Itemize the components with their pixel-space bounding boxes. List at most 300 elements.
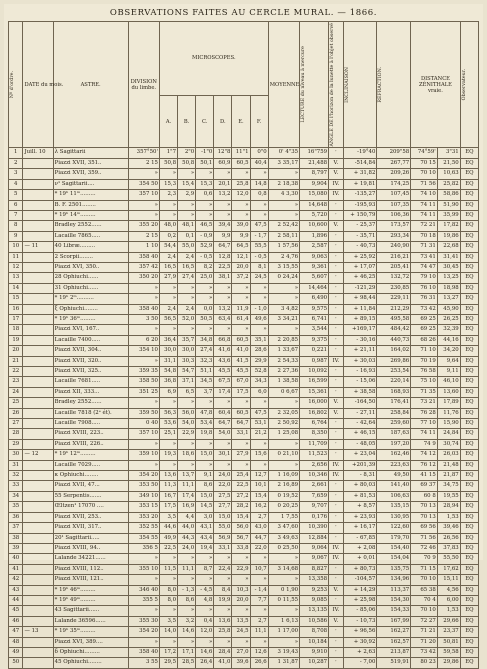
cell-date — [23, 210, 53, 220]
cell-distance-sec: 55,50 — [437, 554, 460, 564]
cell-distance-sec: 22,68 — [437, 242, 460, 252]
cell-astre: Lalande 36596...... — [53, 616, 128, 626]
cell-lecture: 9,085 — [300, 595, 329, 605]
cell-astre: Piazzi XVII, 320.. — [53, 356, 128, 366]
cell-division: 356 5 — [128, 543, 159, 553]
cell-observateur: EQ — [460, 356, 478, 366]
cell-observateur: EQ — [460, 595, 478, 605]
cell-ordre: 18 — [9, 325, 23, 335]
cell-mic-f: 12,7 — [250, 471, 268, 481]
cell-refraction: 135,15 — [377, 502, 411, 512]
cell-moyenne: 0 6,67 — [268, 387, 299, 397]
cell-mic-a: » — [159, 200, 177, 210]
table-row — [9, 408, 479, 418]
cell-refraction: 130,95 — [377, 512, 411, 522]
cell-mic-a: 2,4 — [159, 252, 177, 262]
cell-mic-b: 30,3 — [178, 356, 196, 366]
cell-mic-a: 17,2 — [159, 647, 177, 657]
cell-mic-a: 19,3 — [159, 450, 177, 460]
cell-moyenne: » — [268, 637, 299, 647]
cell-mic-f: 2,7 — [250, 616, 268, 626]
cell-angle: · — [329, 450, 343, 460]
cell-mic-e: 12,0 — [232, 190, 250, 200]
cell-observateur: EQ — [460, 210, 478, 220]
cell-division: 2 15 — [128, 158, 159, 168]
cell-mic-c: 32,3 — [196, 356, 214, 366]
cell-date — [23, 304, 53, 314]
cell-division: 358 40 — [128, 647, 159, 657]
cell-distance-sec: 24,84 — [437, 429, 460, 439]
cell-lecture: 9,067 — [300, 554, 329, 564]
cell-inclinaison: - 42,64 — [343, 419, 377, 429]
cell-inclinaison: + 2,08 — [343, 543, 377, 553]
cell-distance-sec: 1,53 — [437, 512, 460, 522]
table-row — [9, 221, 479, 231]
cell-moyenne: 2 27,36 — [268, 367, 299, 377]
cell-distance-deg: 71 15 — [411, 564, 438, 574]
cell-mic-b: » — [178, 283, 196, 293]
cell-mic-e: 20,0 — [232, 262, 250, 272]
cell-date — [23, 335, 53, 345]
cell-inclinaison: +169,17 — [343, 325, 377, 335]
header-distance: DISTANCE ZÉNITHALE vraie. — [411, 22, 461, 148]
cell-division: 357 10 — [128, 429, 159, 439]
cell-angle: · — [329, 367, 343, 377]
cell-mic-e: » — [232, 398, 250, 408]
cell-refraction: 205,41 — [377, 262, 411, 272]
header-lecture: LECTURE du niveau à mercure — [300, 22, 329, 148]
cell-astre: 2 Scorpii........ — [53, 252, 128, 262]
cell-moyenne: 1 16,09 — [268, 471, 299, 481]
cell-mic-e: 25,4 — [232, 471, 250, 481]
cell-inclinaison: + 150,79 — [343, 210, 377, 220]
cell-astre: * 19ʰ 2ᵐ.......... — [53, 294, 128, 304]
cell-distance-deg: 69 37 — [411, 481, 438, 491]
cell-inclinaison: -19°40 — [343, 148, 377, 158]
cell-mic-e: 24,5 — [232, 627, 250, 637]
cell-mic-c: 4,8 — [196, 595, 214, 605]
cell-mic-a: 3,5 — [159, 616, 177, 626]
cell-astre: Piazzi XVII, 359.. — [53, 169, 128, 179]
cell-angle: · — [329, 231, 343, 241]
cell-ordre: 33 — [9, 481, 23, 491]
cell-mic-d: » — [214, 169, 232, 179]
cell-date — [23, 158, 53, 168]
cell-mic-e: 11,9 — [232, 304, 250, 314]
cell-date — [23, 585, 53, 595]
cell-division: » — [128, 200, 159, 210]
cell-distance-deg: 70 10 — [411, 575, 438, 585]
cell-mic-d: 55,0 — [214, 523, 232, 533]
table-row — [9, 491, 479, 501]
cell-mic-d: 41,6 — [214, 346, 232, 356]
cell-moyenne: » — [268, 398, 299, 408]
cell-mic-e: 60,5 — [232, 335, 250, 345]
cell-distance-sec: 45,90 — [437, 304, 460, 314]
table-row — [9, 429, 479, 439]
cell-lecture: 16,000 — [300, 398, 329, 408]
cell-angle: · — [329, 314, 343, 324]
cell-distance-deg: 73 42 — [411, 647, 438, 657]
cell-division: 355 5 — [128, 595, 159, 605]
cell-mic-d: » — [214, 606, 232, 616]
cell-refraction: 122,60 — [377, 523, 411, 533]
cell-observateur: EQ — [460, 314, 478, 324]
cell-ordre: 20 — [9, 346, 23, 356]
cell-mic-f: 28,6 — [250, 346, 268, 356]
cell-division: 349 10 — [128, 491, 159, 501]
cell-date: Juill. 10 — [23, 148, 53, 158]
cell-mic-c: 53,4 — [196, 419, 214, 429]
cell-refraction: 162,27 — [377, 627, 411, 637]
cell-mic-c: 52,9 — [196, 242, 214, 252]
cell-distance-deg: 71 10 — [411, 346, 438, 356]
cell-mic-a: » — [159, 575, 177, 585]
cell-refraction: 173,57 — [377, 221, 411, 231]
cell-refraction: 107,35 — [377, 200, 411, 210]
cell-mic-a: 11,3 — [159, 481, 177, 491]
cell-division: » — [128, 283, 159, 293]
cell-date — [23, 439, 53, 449]
cell-distance-deg: 65 38 — [411, 585, 438, 595]
cell-ordre: 16 — [9, 304, 23, 314]
cell-date: — 12 — [23, 450, 53, 460]
cell-angle: · — [329, 304, 343, 314]
cell-distance-deg: 71 56 — [411, 179, 438, 189]
cell-date — [23, 408, 53, 418]
cell-mic-a: 31,1 — [159, 356, 177, 366]
cell-division: 357 10 — [128, 190, 159, 200]
cell-mic-a: 56,5 — [159, 314, 177, 324]
cell-angle: · — [329, 637, 343, 647]
cell-mic-d: » — [214, 575, 232, 585]
cell-mic-b: 24,0 — [178, 543, 196, 553]
cell-refraction: 197,20 — [377, 439, 411, 449]
cell-mic-f: 0"0 — [250, 148, 268, 158]
cell-mic-a: 49,9 — [159, 533, 177, 543]
cell-mic-f: 47,5 — [250, 408, 268, 418]
table-row — [9, 283, 479, 293]
cell-angle: · — [329, 647, 343, 657]
cell-inclinaison: + 0,01 — [343, 554, 377, 564]
cell-observateur: EQ — [460, 491, 478, 501]
cell-mic-e: 27,2 — [232, 491, 250, 501]
cell-mic-c: 9,1 — [196, 471, 214, 481]
header-date: DATE du mois. — [23, 22, 53, 148]
cell-mic-c: 0,4 — [196, 616, 214, 626]
cell-distance-deg: 74 11 — [411, 210, 438, 220]
cell-angle: · — [329, 387, 343, 397]
cell-mic-f: » — [250, 210, 268, 220]
header-division: DIVISION du limbe. — [128, 22, 159, 148]
cell-distance-deg: 72 21 — [411, 221, 438, 231]
cell-lecture: 8,708 — [300, 627, 329, 637]
cell-date — [23, 398, 53, 408]
table-row — [9, 314, 479, 324]
cell-inclinaison: + 89,15 — [343, 314, 377, 324]
cell-distance-sec: 29,86 — [437, 658, 460, 668]
cell-mic-d: » — [214, 637, 232, 647]
cell-inclinaison: -135,27 — [343, 190, 377, 200]
cell-mic-a: 0,2 — [159, 231, 177, 241]
cell-division: » — [128, 575, 159, 585]
cell-distance-deg: 74 12 — [411, 450, 438, 460]
cell-moyenne: 2 50,92 — [268, 419, 299, 429]
cell-mic-b: 2,4 — [178, 252, 196, 262]
cell-distance-deg: 76 28 — [411, 408, 438, 418]
cell-ordre: 43 — [9, 585, 23, 595]
cell-astre: Piazzi XVII, 317.. — [53, 523, 128, 533]
cell-distance-sec: 26,56 — [437, 533, 460, 543]
cell-mic-d: 66,8 — [214, 335, 232, 345]
cell-mic-d: 24,0 — [214, 471, 232, 481]
cell-angle: · — [329, 419, 343, 429]
cell-mic-f: » — [250, 169, 268, 179]
cell-distance-sec: 10,63 — [437, 169, 460, 179]
cell-moyenne: 2 4,76 — [268, 252, 299, 262]
cell-inclinaison: + 81,53 — [343, 491, 377, 501]
cell-refraction: 220,14 — [377, 377, 411, 387]
cell-moyenne: » — [268, 169, 299, 179]
cell-division: 6 20 — [128, 335, 159, 345]
cell-inclinaison: + 30,92 — [343, 637, 377, 647]
cell-lecture: 9,375 — [300, 335, 329, 345]
cell-division: » — [128, 606, 159, 616]
cell-distance-sec: 19,86 — [437, 231, 460, 241]
cell-mic-c: -1"0 — [196, 148, 214, 158]
cell-refraction: 162,57 — [377, 637, 411, 647]
cell-observateur: EQ — [460, 460, 478, 470]
cell-mic-d: » — [214, 460, 232, 470]
cell-date — [23, 575, 53, 585]
cell-distance-sec: 21,48 — [437, 460, 460, 470]
cell-refraction: 519,91 — [377, 658, 411, 668]
cell-division: 352 55 — [128, 523, 159, 533]
header-mic-a: A. — [159, 95, 177, 148]
cell-mic-e: » — [232, 606, 250, 616]
cell-mic-f: - 1,0 — [250, 304, 268, 314]
cell-mic-c: 3,0 — [196, 512, 214, 522]
header-microscopes: MICROSCOPES. — [159, 22, 268, 96]
cell-observateur: EQ — [460, 148, 478, 158]
cell-mic-e: 28,2 — [232, 502, 250, 512]
page-title: OBSERVATIONS FAITES AU CERCLE MURAL. — 1866. — [109, 8, 378, 18]
cell-mic-b: 27,4 — [178, 273, 196, 283]
cell-angle: · — [329, 429, 343, 439]
cell-distance-deg: 68 26 — [411, 335, 438, 345]
cell-angle: V. — [329, 585, 343, 595]
cell-mic-a: 27,9 — [159, 273, 177, 283]
cell-mic-c: - 4,5 — [196, 585, 214, 595]
cell-mic-f: » — [250, 575, 268, 585]
cell-mic-f: » — [250, 637, 268, 647]
cell-moyenne: » — [268, 210, 299, 220]
cell-mic-e: » — [232, 637, 250, 647]
cell-ordre: 19 — [9, 335, 23, 345]
cell-observateur: EQ — [460, 575, 478, 585]
cell-mic-e: 60,5 — [232, 158, 250, 168]
cell-mic-f: 6,0 — [250, 387, 268, 397]
cell-refraction: 229,11 — [377, 294, 411, 304]
cell-division: 3 55 — [128, 658, 159, 668]
cell-astre: Lacaille 7029..... — [53, 460, 128, 470]
cell-date: — 13 — [23, 627, 53, 637]
cell-refraction: 174,25 — [377, 179, 411, 189]
cell-distance-sec: 17,62 — [437, 564, 460, 574]
cell-astre: Piazzi XVIII, 112.. — [53, 564, 128, 574]
cell-ordre: 15 — [9, 294, 23, 304]
cell-ordre: 2 — [9, 158, 23, 168]
cell-ordre: 22 — [9, 367, 23, 377]
cell-date — [23, 491, 53, 501]
cell-angle: · — [329, 481, 343, 491]
cell-moyenne: 1 57,56 — [268, 242, 299, 252]
cell-astre: * 19ʰ 11ᵐ......... — [53, 190, 128, 200]
cell-mic-f: 15,4 — [250, 491, 268, 501]
cell-mic-b: » — [178, 606, 196, 616]
cell-refraction: 484,42 — [377, 325, 411, 335]
cell-moyenne: 1 6,13 — [268, 616, 299, 626]
cell-angle: · — [329, 523, 343, 533]
cell-mic-d: 39,4 — [214, 221, 232, 231]
cell-moyenne: 1 7,55 — [268, 512, 299, 522]
cell-moyenne: 3 15,55 — [268, 262, 299, 272]
cell-mic-c: 43,1 — [196, 523, 214, 533]
cell-mic-e: 61,4 — [232, 314, 250, 324]
cell-mic-f: 0,8 — [250, 190, 268, 200]
table-row — [9, 439, 479, 449]
cell-angle: · — [329, 273, 343, 283]
cell-astre: 55 Serpentis....... — [53, 491, 128, 501]
cell-mic-c: 0,0 — [196, 304, 214, 314]
cell-mic-a: 15,3 — [159, 179, 177, 189]
cell-mic-f: 34,3 — [250, 377, 268, 387]
table-row — [9, 471, 479, 481]
cell-distance-deg: 70 18 — [411, 231, 438, 241]
header-observateur: Observateur. — [460, 22, 478, 148]
cell-ordre: 13 — [9, 273, 23, 283]
cell-distance-sec: 46,10 — [437, 377, 460, 387]
cell-date — [23, 179, 53, 189]
cell-distance-deg: 71 21 — [411, 627, 438, 637]
cell-mic-a: » — [159, 169, 177, 179]
cell-angle: IV. — [329, 460, 343, 470]
cell-refraction: 440,73 — [377, 335, 411, 345]
cell-mic-b: 56,0 — [178, 408, 196, 418]
cell-refraction: 176,41 — [377, 398, 411, 408]
table-row — [9, 304, 479, 314]
table-row — [9, 179, 479, 189]
cell-mic-a: » — [159, 398, 177, 408]
cell-observateur: EQ — [460, 335, 478, 345]
cell-moyenne: 1 33,67 — [268, 346, 299, 356]
cell-date — [23, 460, 53, 470]
cell-mic-d: 20,1 — [214, 179, 232, 189]
cell-ordre: 9 — [9, 231, 23, 241]
cell-inclinaison: + 23,93 — [343, 512, 377, 522]
table-row — [9, 627, 479, 637]
cell-mic-e: 27,0 — [232, 647, 250, 657]
cell-astre: Bradley 2552...... — [53, 221, 128, 231]
cell-mic-e: » — [232, 294, 250, 304]
cell-ordre: 37 — [9, 523, 23, 533]
cell-mic-e: » — [232, 169, 250, 179]
cell-distance-deg: 70 13 — [411, 502, 438, 512]
cell-distance-deg: 76 58 — [411, 367, 438, 377]
cell-division: » — [128, 554, 159, 564]
cell-observateur: EQ — [460, 367, 478, 377]
cell-refraction: 179,70 — [377, 533, 411, 543]
cell-inclinaison: - 10,73 — [343, 616, 377, 626]
cell-date — [23, 523, 53, 533]
cell-observateur: EQ — [460, 200, 478, 210]
cell-mic-e: » — [232, 325, 250, 335]
cell-distance-sec: 32,39 — [437, 325, 460, 335]
cell-ordre: 35 — [9, 502, 23, 512]
cell-distance-deg: 69 25 — [411, 325, 438, 335]
cell-mic-b: 8,6 — [178, 595, 196, 605]
cell-distance-deg: 70 10 — [411, 169, 438, 179]
cell-moyenne: » — [268, 460, 299, 470]
cell-date — [23, 543, 53, 553]
cell-mic-b: 11,1 — [178, 564, 196, 574]
cell-distance-deg: 69 56 — [411, 523, 438, 533]
cell-date — [23, 231, 53, 241]
cell-lecture: 3,544 — [300, 325, 329, 335]
cell-angle: IV. — [329, 356, 343, 366]
cell-distance-deg: 69 25 — [411, 314, 438, 324]
table-row — [9, 346, 479, 356]
cell-mic-a: 1"7 — [159, 148, 177, 158]
cell-observateur: EQ — [460, 408, 478, 418]
cell-astre: * 19ʰ 35ᵐ......... — [53, 627, 128, 637]
cell-distance-deg: 74 11 — [411, 429, 438, 439]
cell-lecture: 14,464 — [300, 283, 329, 293]
cell-mic-a: 6,9 — [159, 387, 177, 397]
cell-angle: · — [329, 627, 343, 637]
cell-mic-a: 36,8 — [159, 377, 177, 387]
table-row — [9, 616, 479, 626]
cell-mic-c: 19,4 — [196, 543, 214, 553]
cell-mic-f: » — [250, 606, 268, 616]
cell-mic-a: 50,8 — [159, 158, 177, 168]
cell-inclinaison: + 21,11 — [343, 346, 377, 356]
cell-distance-sec: 11,76 — [437, 408, 460, 418]
cell-observateur: EQ — [460, 429, 478, 439]
cell-date — [23, 377, 53, 387]
cell-distance-sec: 39,46 — [437, 523, 460, 533]
cell-division: » — [128, 637, 159, 647]
cell-inclinaison: +201,39 — [343, 460, 377, 470]
cell-mic-b: 4,4 — [178, 512, 196, 522]
cell-distance-deg: 70 4 — [411, 595, 438, 605]
cell-ordre: 39 — [9, 543, 23, 553]
cell-mic-c: 27,4 — [196, 346, 214, 356]
cell-inclinaison: - 35,71 — [343, 231, 377, 241]
cell-lecture: 12,884 — [300, 533, 329, 543]
table-row — [9, 387, 479, 397]
table-row — [9, 450, 479, 460]
cell-angle: · — [329, 200, 343, 210]
cell-ordre: 40 — [9, 554, 23, 564]
cell-observateur: EQ — [460, 169, 478, 179]
cell-moyenne: 2 52,42 — [268, 221, 299, 231]
cell-inclinaison: + 2,63 — [343, 647, 377, 657]
cell-mic-a: 54,4 — [159, 242, 177, 252]
cell-distance-sec: 15,90 — [437, 419, 460, 429]
cell-distance-sec: 21,50 — [437, 158, 460, 168]
cell-date — [23, 387, 53, 397]
